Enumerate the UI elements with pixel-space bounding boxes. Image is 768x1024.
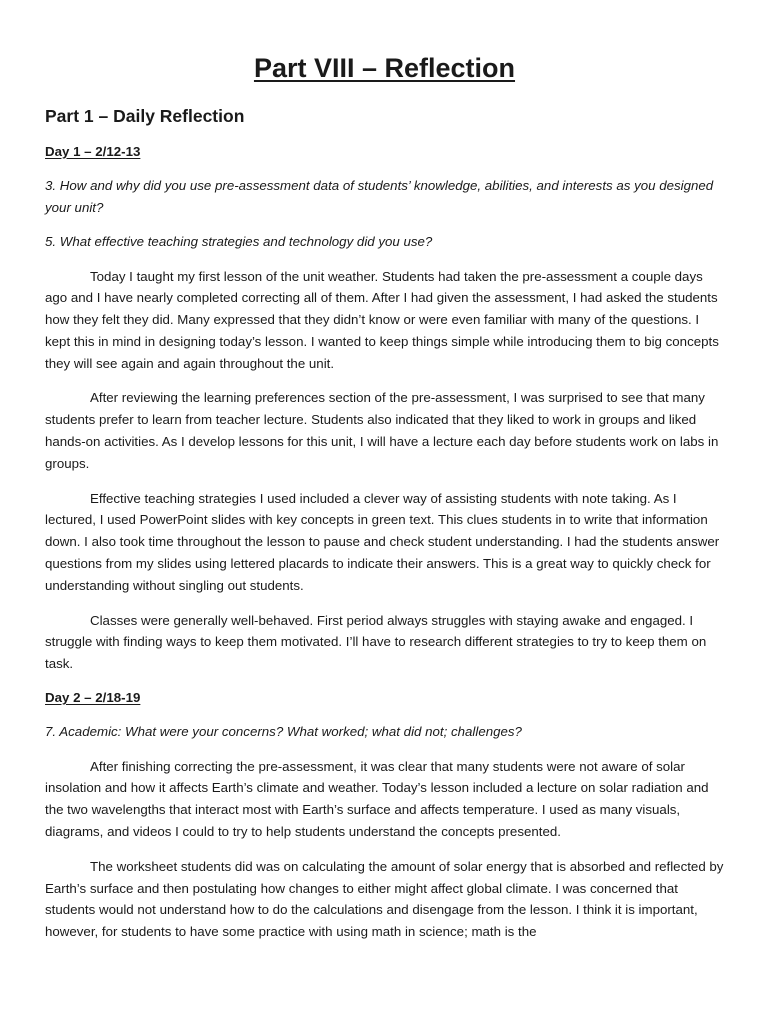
day-1-heading: Day 1 – 2/12-13 [45, 144, 141, 159]
page-title: Part VIII – Reflection [253, 53, 516, 83]
day-1-section [45, 142, 724, 675]
body-paragraph: Effective teaching strategies I used included a clever way of assisting students with note taking. As I lectured, I used PowerPoint slides with key concepts in green text. This clues students in to write that information down. I also took time throughout the lesson to pause and check student understanding. I had the students answer questions from my slides using lettered placards to indicate their answers. This is a great way to quickly check for understanding without singling out students. [45, 490, 720, 593]
question-5: 5. What effective teaching strategies and technology did you use? [45, 234, 433, 249]
body-paragraph: Classes were generally well-behaved. First period always struggles with staying awake and engaged. I struggle with finding ways to keep them motivated. I’ll have to research different strategies to try to keep them on task. [45, 612, 707, 672]
body-paragraph: Today I taught my first lesson of the unit weather. Students had taken the pre-assessment a couple days ago and I have nearly completed correcting all of them. After I had given the assessment, I had asked the students how they felt they did. Many expressed that they didn’t know or were even familiar with many of the questions. I kept this in mind in designing today’s lesson. I wanted to keep things simple while introducing them to big concepts they will see again and again throughout the unit. [45, 268, 719, 371]
body-paragraph: The worksheet students did was on calculating the amount of solar energy that is absorbed and reflected by Earth’s surface and then postulating how changes to either might affect global climate. I was concerned that students would not understand how to do the calculations and disengage from the lesson. I think it is important, however, for students to have some practice with using math in science; math is the [45, 858, 724, 940]
question-7: 7. Academic: What were your concerns? What worked; what did not; challenges? [45, 724, 522, 740]
body-paragraph: After reviewing the learning preferences section of the pre-assessment, I was surprised to see that many students prefer to learn from teacher lecture. Students also indicated that they liked to work in groups and liked hands-on activities. As I develop lessons for this unit, I will have a lecture each day before students work on labs in groups. [45, 390, 719, 471]
day-2-heading: Day 2 – 2/18-19 [45, 690, 141, 706]
day-2-section [45, 688, 724, 943]
body-paragraph: After finishing correcting the pre-assessment, it was clear that many students were not aware of solar insolation and how it affects Earth’s climate and weather. Today’s lesson included a lecture on solar radiation and the two wavelengths that interact most with Earth’s surface and affects temperature. I used as many visuals, diagrams, and videos I could to try to help students understand the concepts presented. [45, 758, 709, 839]
question-3: 3. How and why did you use pre-assessment data of students’ knowledge, abilities, and interests as you designed your unit? [45, 178, 714, 215]
section-heading: Part 1 – Daily Reflection [45, 106, 245, 126]
